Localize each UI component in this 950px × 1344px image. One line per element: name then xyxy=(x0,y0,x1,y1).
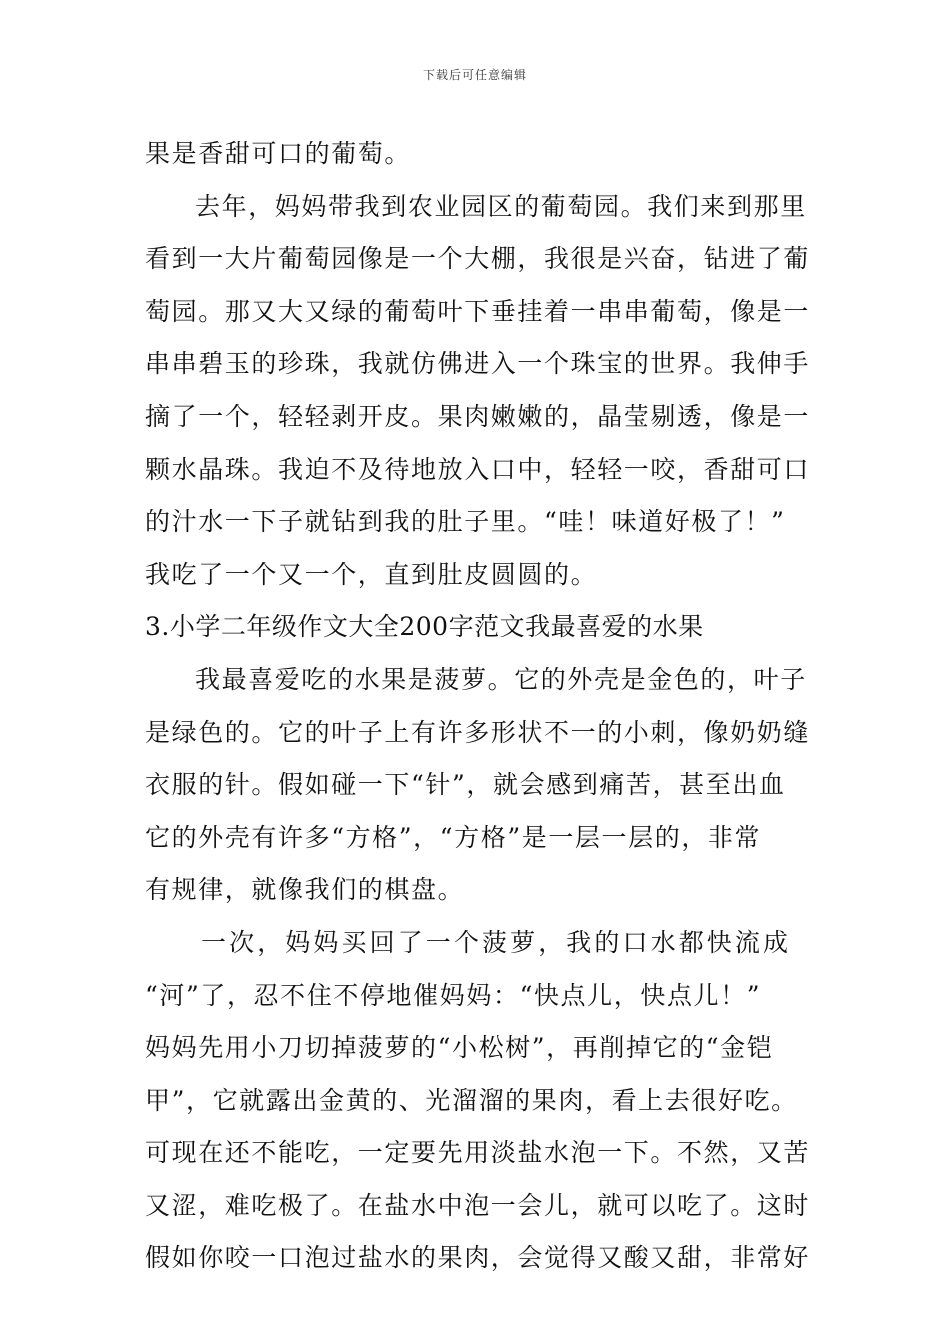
text-line: 摘了一个，轻轻剥开皮。果肉嫩嫩的，晶莹剔透，像是一 xyxy=(145,401,811,431)
text-line: 我吃了一个又一个，直到肚皮圆圆的。 xyxy=(145,559,598,589)
text-line: 假如你咬一口泡过盐水的果肉，会觉得又酸又甜，非常好 xyxy=(145,1243,811,1273)
text-line: 甲”，它就露出金黄的、光溜溜的果肉，看上去很好吃。 xyxy=(145,1085,798,1115)
text-line: 妈妈先用小刀切掉菠萝的“小松树”，再削掉它的“金铠 xyxy=(145,1033,774,1063)
text-line: 的汁水一下子就钻到我的肚子里。“哇！味道好极了！” xyxy=(145,507,786,537)
text-line: 又涩，难吃极了。在盐水中泡一会儿，就可以吃了。这时 xyxy=(145,1190,811,1220)
paragraph-start-line: 一次，妈妈买回了一个菠萝，我的口水都快流成 xyxy=(201,927,792,957)
document-body xyxy=(145,128,810,1285)
paragraph-start-line: 我最喜爱吃的水果是菠萝。它的外壳是金色的，叶子 xyxy=(195,664,807,694)
section-heading: 3.小学二年级作文大全200字范文我最喜爱的水果 xyxy=(145,612,704,642)
text-line: 看到一大片葡萄园像是一个大棚，我很是兴奋，钻进了葡 xyxy=(145,244,811,274)
paragraph-start-line: 去年，妈妈带我到农业园区的葡萄园。我们来到那里 xyxy=(195,191,807,221)
page-header: 下载后可任意编辑 xyxy=(422,68,527,82)
text-line: 果是香甜可口的葡萄。 xyxy=(145,139,412,168)
text-line: 是绿色的。它的叶子上有许多形状不一的小刺，像奶奶缝 xyxy=(145,717,811,747)
text-line: 串串碧玉的珍珠，我就仿佛进入一个珠宝的世界。我伸手 xyxy=(145,349,811,379)
text-line: 衣服的针。假如碰一下“针”，就会感到痛苦，甚至出血 xyxy=(145,770,786,800)
text-line: 它的外壳有许多“方格”，“方格”是一层一层的，非常 xyxy=(145,822,762,852)
text-line: 可现在还不能吃，一定要先用淡盐水泡一下。不然，又苦 xyxy=(145,1138,811,1168)
text-line: “河”了，忍不住不停地催妈妈：“快点儿，快点儿！” xyxy=(145,980,762,1010)
text-line: 萄园。那又大又绿的葡萄叶下垂挂着一串串葡萄，像是一 xyxy=(145,296,811,326)
text-line: 颗水晶珠。我迫不及待地放入口中，轻轻一咬，香甜可口 xyxy=(145,454,811,484)
text-line: 有规律，就像我们的棋盘。 xyxy=(145,875,465,905)
